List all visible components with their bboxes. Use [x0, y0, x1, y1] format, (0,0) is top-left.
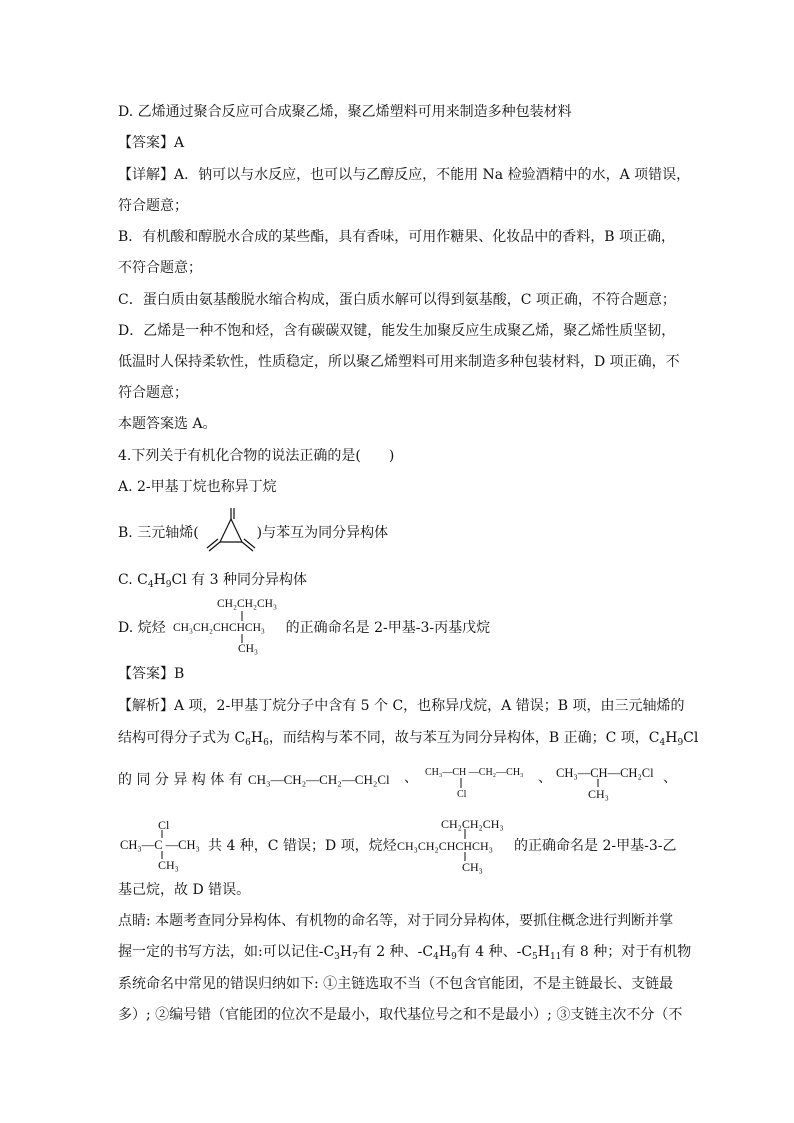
trimethylenecyclopropane-structure	[203, 507, 261, 557]
tip-line	[118, 942, 692, 967]
isomer-2-branch: Cl	[457, 789, 467, 800]
explanation-line: C．蛋白质由氨基酸脱水缩合构成，蛋白质水解可以得到氨基酸，C 项正确，不符合题意；	[118, 292, 676, 308]
isomer-1-structure: CH₃—CH₂—CH₂—CH₂Cl	[248, 772, 390, 787]
answer-label-2: 【答案】B	[118, 666, 185, 682]
explanation-line: 【详解】A．钠可以与水反应，也可以与乙醇反应，不能用 Na 检验酒精中的水，A 项错误，	[118, 167, 691, 183]
tip-text: H	[537, 944, 550, 960]
isomer-4-top: Cl	[158, 818, 170, 832]
separator: 、	[663, 771, 677, 786]
isomer-3-branch: CH₃	[588, 787, 609, 801]
explanation-line: 不符合题意；	[118, 260, 202, 276]
answer-summary: 本题答案选 A。	[118, 416, 217, 432]
option-d-text: D. 乙烯通过聚合反应可合成聚乙烯，聚乙烯塑料可用来制造多种包装材料	[118, 104, 572, 120]
analysis-text: 结构可得分子式为 C	[118, 730, 246, 746]
option-c-text: C. C	[118, 572, 148, 588]
answer-label: 【答案】A	[118, 135, 185, 151]
separator: 、	[538, 771, 552, 786]
subscript: 5	[532, 952, 538, 962]
option-b-prefix: B. 三元轴烯(	[118, 525, 199, 541]
subscript: 4	[433, 952, 439, 962]
analysis-text: H	[250, 730, 264, 746]
qd-branch-top: CH₂CH₂CH₃	[217, 598, 277, 610]
isomer-list-intro: 的 同 分 异 构 体 有	[118, 772, 243, 788]
tip-line: 多）; ②编号错（官能团的位次不是最小，取代基位号之和不是最小）; ③支链主次不分（不	[118, 1007, 683, 1023]
tip-text: 有 2 种、-C	[357, 944, 434, 960]
isomer-3-bond	[596, 779, 602, 789]
subscript: 11	[550, 952, 562, 962]
subscript: 3	[334, 952, 340, 962]
isomer-2-structure: CH₃—CH —CH₂—CH₃	[425, 767, 524, 778]
analysis-text: Cl	[683, 730, 699, 746]
question-4-option-c	[118, 570, 688, 595]
option-d-suffix: 的正确命名是 2-甲基-3-丙基戊烷	[285, 620, 491, 636]
isomer-4-structure: CH₃—C —CH₃	[120, 838, 200, 852]
tip-text: 握一定的书写方法，如:可以记住-C	[118, 944, 335, 960]
analysis-line: 【解析】A 项，2-甲基丁烷分子中含有 5 个 C，也称异戊烷，A 错误；B 项，由三元轴烯的	[118, 698, 685, 714]
explanation-line: B．有机酸和醇脱水合成的某些酯，具有香味，可用作糖果、化妆品中的香料，B 项正确，	[118, 229, 676, 245]
subscript: 6	[263, 738, 269, 748]
e4-bonds	[463, 829, 469, 863]
subscript: 4	[659, 738, 666, 748]
e4-main-chain: CH₃CH₂CHCHCH₃	[397, 839, 493, 853]
isomer-4-bottom: CH₃	[158, 858, 179, 872]
analysis-text: 的正确命名是 2-甲基-3-乙	[514, 838, 677, 854]
qd-branch-bottom: CH₃	[238, 643, 258, 655]
option-d-prefix: D. 烷烃	[118, 620, 166, 636]
explanation-line: 符合题意；	[118, 385, 188, 401]
option-b-suffix: )与苯互为同分异构体	[256, 525, 389, 541]
subscript: 7	[352, 952, 358, 962]
tip-text: 有 8 种；对于有机物	[561, 944, 692, 960]
tip-text: H	[438, 944, 452, 960]
separator: 、	[404, 771, 418, 786]
analysis-text: 共 4 种，C 错误；D 项，烷烃	[208, 838, 397, 854]
explanation-line: 符合题意；	[118, 198, 188, 214]
analysis-line	[118, 728, 699, 753]
question-4-option-a: A. 2-甲基丁烷也称异丁烷	[118, 479, 277, 495]
option-c-text: Cl 有 3 种同分异构体	[171, 572, 307, 588]
analysis-line: 基己烷，故 D 错误。	[118, 882, 251, 898]
subscript: 9	[677, 738, 684, 748]
tip-line: 系统命名中常见的错误归纳如下: ①主链选取不当（不包含官能团，不是主链最长、支链最	[118, 976, 674, 992]
tip-line: 点睛: 本题考查同分异构体、有机物的命名等，对于同分异构体，要抓住概念进行判断并掌	[118, 913, 674, 929]
tip-text: 有 4 种、-C	[456, 944, 533, 960]
option-c-text: H	[153, 572, 166, 588]
isomer-2-bond	[459, 778, 465, 790]
explanation-line: 低温时人保持柔软性，性质稳定，所以聚乙烯塑料可用来制造多种包装材料，D 项正确，不	[118, 354, 680, 370]
e4-branch-bottom: CH₃	[462, 860, 483, 874]
subscript: 4	[147, 580, 154, 590]
explanation-line: D．乙烯是一种不饱和烃，含有碳碳双键，能发生加聚反应生成聚乙烯，聚乙烯性质坚韧，	[118, 323, 676, 339]
e4-branch-top: CH₂CH₂CH₃	[441, 817, 504, 831]
analysis-text: H	[665, 730, 678, 746]
question-4-title: 4.下列关于有机化合物的说法正确的是( )	[118, 448, 395, 464]
isomer-3-structure: CH₃—CH—CH₂Cl	[556, 766, 654, 780]
subscript: 9	[451, 952, 457, 962]
qd-bonds	[238, 610, 248, 645]
qd-main-chain: CH₃CH₂CHCHCH₃	[173, 622, 265, 634]
subscript: 9	[165, 580, 172, 590]
tip-text: H	[339, 944, 353, 960]
subscript: 6	[245, 738, 251, 748]
analysis-text: ，而结构与苯不同，故与苯互为同分异构体，B 正确；C 项，C	[268, 730, 660, 746]
isomer-4-bonds	[160, 830, 166, 860]
